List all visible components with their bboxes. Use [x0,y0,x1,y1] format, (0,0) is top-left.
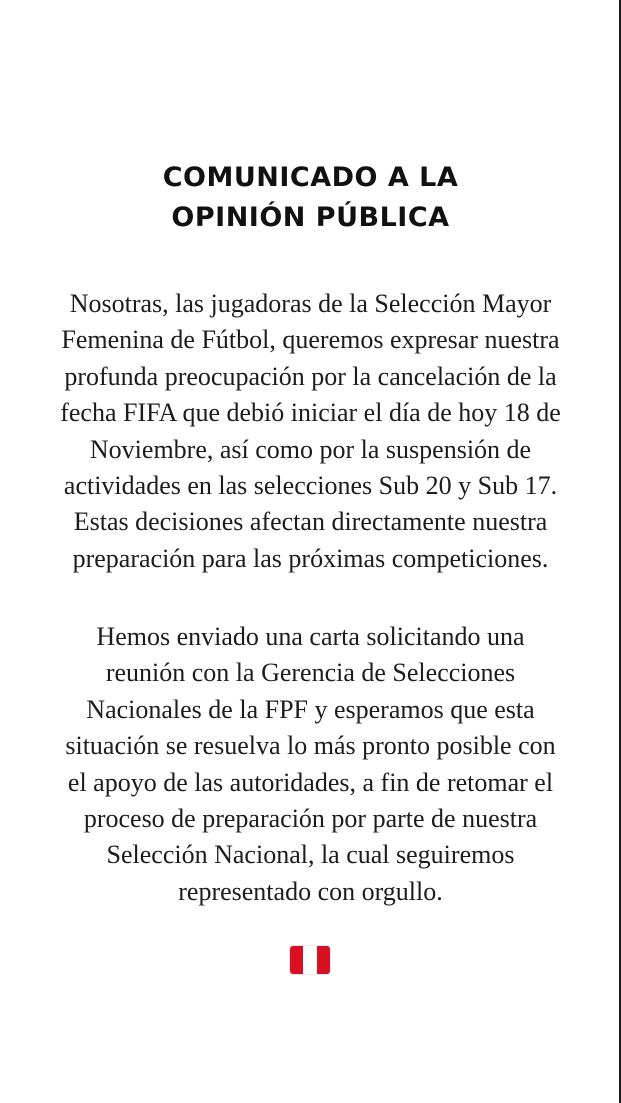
statement-paragraph-1 [20,286,601,577]
paragraph-line: Hemos enviado una carta solicitando una [96,622,525,651]
flag-band-right [317,946,330,974]
flag-band-center [303,946,316,974]
paragraph-line: fecha FIFA que debió iniciar el día de hoy 18 de [60,398,561,428]
title-line: COMUNICADO A LA [162,162,459,193]
peru-flag-icon [290,946,330,974]
paragraph-line: Femenina de Fútbol, queremos expresar nuestra [61,325,560,355]
paragraph-line: situación se resuelva lo más pronto posible con [65,731,556,761]
page-title [0,158,621,238]
paragraph-line: preparación para las próximas competiciones. [72,543,549,573]
paragraph-line: profunda preocupación por la cancelación de la [64,361,557,391]
paragraph-line: Nosotras, las jugadoras de la Selección Mayor [69,289,552,318]
paragraph-line: Estas decisiones afectan directamente nuestra [73,507,548,537]
paragraph-line: reunión con la Gerencia de Selecciones [105,658,516,688]
statement-paragraph-2 [20,619,601,910]
paragraph-line: Nacionales de la FPF y esperamos que esta [86,694,535,724]
paragraph-line: representado con orgullo. [178,876,443,906]
paragraph-line: proceso de preparación por parte de nuestra [83,804,538,834]
flag-band-left [290,946,303,974]
paragraph-line: Selección Nacional, la cual seguiremos [106,840,515,870]
paragraph-line: actividades en las selecciones Sub 20 y Sub 17. [63,471,558,501]
title-line: OPINIÓN PÚBLICA [171,202,450,233]
paragraph-line: Noviembre, así como por la suspensión de [89,434,532,464]
paragraph-line: el apoyo de las autoridades, a fin de retomar el [67,767,554,797]
